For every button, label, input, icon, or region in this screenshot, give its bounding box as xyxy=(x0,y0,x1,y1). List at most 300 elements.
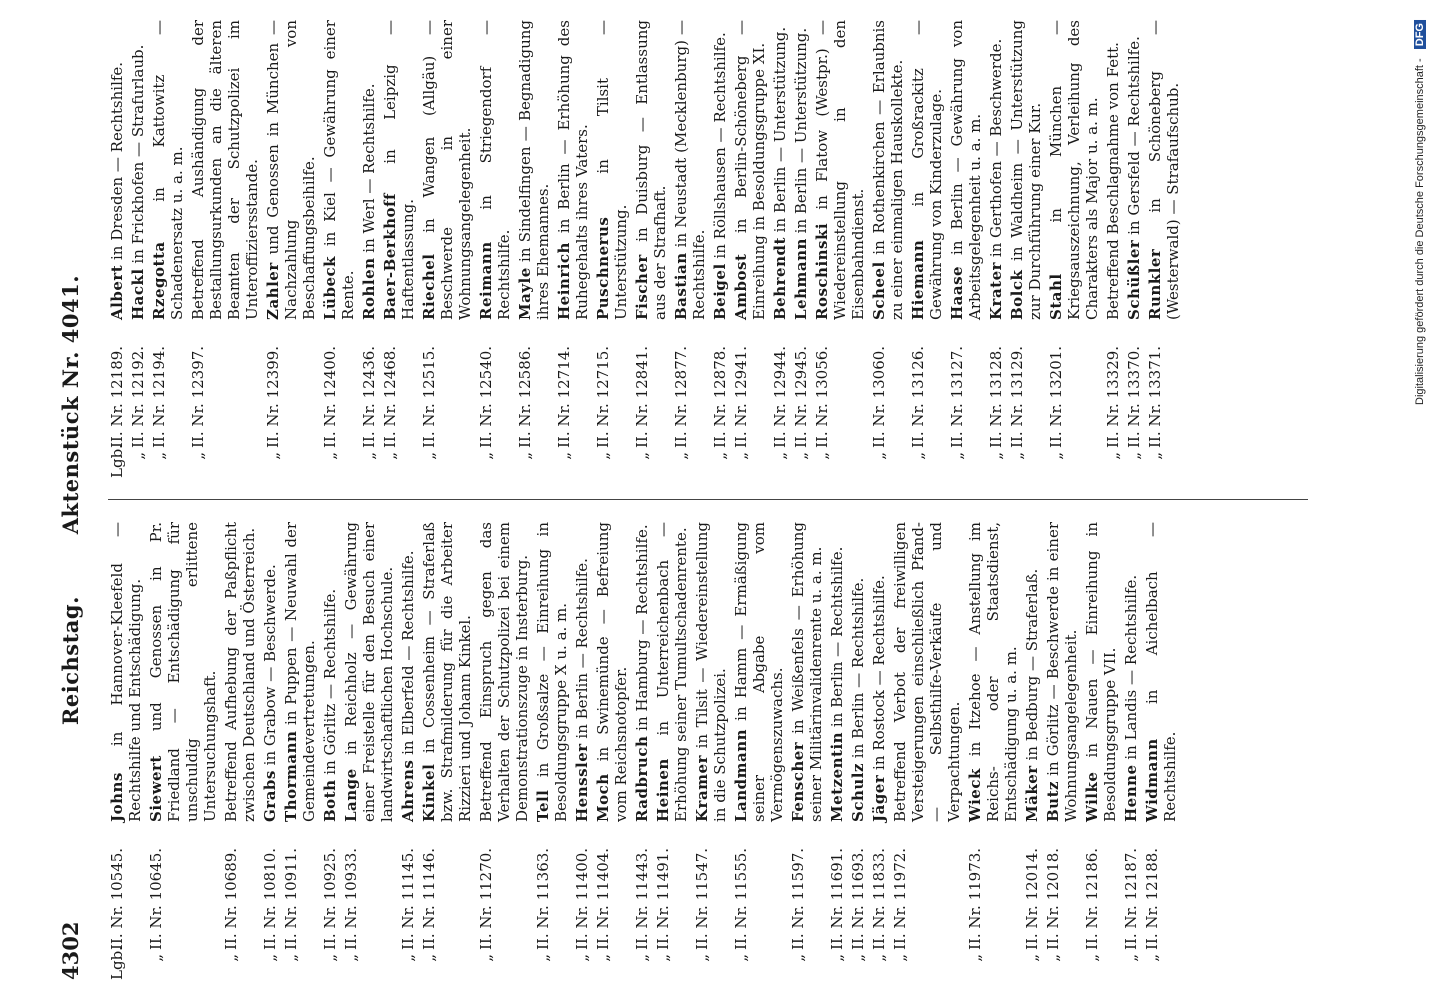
petition-entry xyxy=(732,20,768,478)
petition-entry xyxy=(1047,20,1101,478)
journal-prefix: „ xyxy=(129,452,147,460)
petition-entry xyxy=(477,20,513,478)
petitioner-name: Both xyxy=(321,779,339,822)
dfg-logo: DFG xyxy=(1414,20,1426,49)
journal-number: II. Nr. 11443. xyxy=(633,847,651,950)
petition-subject: in Nauen — Einreihung in Besoldungsgruppe VII. xyxy=(1083,522,1119,822)
petitioner-name: Rohlen xyxy=(360,257,378,320)
petition-subject: in Rothenkirchen — Erlaubnis zu einer einmaligen Hauskollekte. xyxy=(870,20,906,320)
petition-text xyxy=(282,522,318,822)
petition-entry xyxy=(987,20,1005,478)
petitioner-name: Kinkel xyxy=(420,763,438,822)
journal-prefix: „ xyxy=(321,452,339,460)
petition-subject: in Hamm — Ermäßigung seiner Abgabe vom Vermögenszuwachs. xyxy=(732,522,786,822)
journal-prefix: „ xyxy=(732,452,750,460)
petition-entry xyxy=(381,20,417,478)
journal-number: II. Nr. 11400. xyxy=(573,847,591,950)
journal-number: II. Nr. 13128. xyxy=(987,345,1005,448)
petition-text xyxy=(150,20,186,320)
journal-number: II. Nr. 12188. xyxy=(1143,847,1161,950)
journal-number: II. Nr. 11547. xyxy=(693,847,711,950)
petition-text xyxy=(420,522,474,822)
petition-subject: in Itzehoe — Anstellung im Reichs- oder Staatsdienst, Entschädigung u. a. m. xyxy=(966,522,1020,822)
petition-text xyxy=(594,20,630,320)
journal-prefix: „ xyxy=(672,452,690,460)
journal-prefix: „ xyxy=(360,452,378,460)
petition-text xyxy=(732,522,786,822)
petitioner-name: Haase xyxy=(948,265,966,320)
petition-text xyxy=(693,522,729,822)
journal-prefix: „ xyxy=(1008,452,1026,460)
petition-subject: und Genossen in München — Nachzahlung von Beschaffungsbeihilfe. xyxy=(264,20,318,320)
journal-number: II. Nr. 12399. xyxy=(264,345,282,448)
petition-subject: in Leipzig — Haftentlassung. xyxy=(381,20,417,320)
petition-text xyxy=(771,20,789,320)
journal-number: II. Nr. 13129. xyxy=(1008,345,1026,448)
petition-subject: in Reichholz — Gewährung einer Freistelle für den Besuch einer landwirtschaftlichen Hochschule. xyxy=(342,522,396,822)
journal-prefix: „ xyxy=(909,452,927,460)
petition-subject: Betreffend Aufhebung der Paßpflicht zwischen Deutschland und Österreich. xyxy=(222,522,258,822)
petition-entry xyxy=(1083,522,1119,980)
petition-entry xyxy=(633,522,651,980)
petitioner-name: Beigel xyxy=(711,263,729,320)
credit-text: Digitalisierung gefördert durch die Deutsche Forschungsgemeinschaft - xyxy=(1414,58,1426,405)
petition-subject: in Röllshausen — Rechtshilfe. xyxy=(711,32,729,259)
petitioner-name: Radbruch xyxy=(633,735,651,822)
petition-subject: in Berlin — Unterstützung. xyxy=(771,26,789,233)
page-number: 4302 xyxy=(58,921,83,980)
journal-number: II. Nr. 11973. xyxy=(966,847,984,950)
petition-entry xyxy=(1104,20,1122,478)
petition-subject: in Hamburg — Rechtshilfe. xyxy=(633,524,651,731)
journal-number: II. Nr. 10925. xyxy=(321,847,339,950)
running-head-title: Reichstag. xyxy=(58,596,83,726)
petition-subject: in Aichelbach — Rechtshilfe. xyxy=(1143,522,1179,822)
journal-prefix: „ xyxy=(813,452,831,460)
petition-subject: in Berlin-Schöneberg — Einreihung in Besoldungsgruppe XI. xyxy=(732,20,768,320)
petition-subject: in Elberfeld — Rechtshilfe. xyxy=(399,550,417,755)
petition-text xyxy=(987,20,1005,320)
petition-text xyxy=(477,522,531,822)
journal-prefix: „ xyxy=(711,452,729,460)
petitioner-name: Metzentin xyxy=(828,731,846,822)
petition-text xyxy=(1047,20,1101,320)
petition-subject: in Waldheim — Unterstützung zur Durchführung einer Kur. xyxy=(1008,20,1044,320)
petitioner-name: Ahrens xyxy=(399,759,417,822)
petition-subject: in Duisburg — Entlassung aus der Strafhaft. xyxy=(633,20,669,320)
petition-text xyxy=(108,20,126,320)
petition-text xyxy=(654,522,690,822)
petition-subject: in Berlin — Rechtshilfe. xyxy=(573,558,591,739)
journal-number: II. Nr. 13127. xyxy=(948,345,966,448)
petition-text xyxy=(264,20,318,320)
journal-number: II. Nr. 11555. xyxy=(732,847,750,950)
journal-number: II. Nr. 11270. xyxy=(477,847,495,950)
petitioner-name: Riechel xyxy=(420,253,438,320)
journal-prefix: „ xyxy=(789,954,807,962)
journal-prefix: „ xyxy=(534,954,552,962)
petition-entry xyxy=(849,522,867,980)
petition-entry xyxy=(948,20,984,478)
petition-text xyxy=(573,522,591,822)
petition-subject: in Werl — Rechtshilfe. xyxy=(360,83,378,253)
journal-number: II. Nr. 11363. xyxy=(534,847,552,950)
petition-text xyxy=(261,522,279,822)
petitioner-name: Henne xyxy=(1122,764,1140,822)
petition-subject: in Berlin — Rechtshilfe. xyxy=(828,546,846,728)
petition-entry xyxy=(108,522,144,980)
petition-entry xyxy=(909,20,945,478)
petition-subject: in Flatow (Westpr.) — Wiedereinstellung in den Eisenbahndienst. xyxy=(813,20,867,320)
petition-subject: in Görlitz — Rechtshilfe. xyxy=(321,588,339,775)
journal-prefix: „ xyxy=(693,954,711,962)
journal-number: II. Nr. 11145. xyxy=(399,847,417,950)
petition-text xyxy=(966,522,1020,822)
journal-prefix: „ xyxy=(1023,954,1041,962)
petition-subject: in Großrackitz — Gewährung von Kinderzulage. xyxy=(909,20,945,320)
petitioner-name: Wilke xyxy=(1083,771,1101,822)
petitioner-name: Fischer xyxy=(633,254,651,320)
journal-prefix: „ xyxy=(420,954,438,962)
journal-number: II. Nr. 13370. xyxy=(1125,345,1143,448)
petitioner-name: Siewert xyxy=(147,755,165,822)
petition-text xyxy=(342,522,396,822)
petition-text xyxy=(633,522,651,822)
petition-entry xyxy=(150,20,186,478)
petition-subject: in Tilsit — Wiedereinstellung in die Schutzpolizei. xyxy=(693,522,729,822)
petitioner-name: Stahl xyxy=(1047,273,1065,320)
journal-number: II. Nr. 10545. xyxy=(108,847,126,950)
petition-text xyxy=(891,522,963,822)
petition-subject: in Dresden — Rechtshilfe. xyxy=(108,61,126,261)
petitioner-name: Hiemann xyxy=(909,239,927,320)
journal-number: II. Nr. 12515. xyxy=(420,345,438,448)
petition-subject: in Schöneberg — (Westerwald) — Strafaufschub. xyxy=(1146,20,1182,320)
petition-entry xyxy=(261,522,279,980)
petition-subject: und Genossen in Pr. Friedland — Entschädigung für unschuldig erlittene Untersuchungshaft. xyxy=(147,522,219,822)
petition-entry xyxy=(1008,20,1044,478)
petitioner-name: Wieck xyxy=(966,768,984,822)
journal-number: II. Nr. 11972. xyxy=(891,847,909,950)
journal-number: II. Nr. 12941. xyxy=(732,345,750,448)
petition-text xyxy=(360,20,378,320)
running-head xyxy=(58,20,83,980)
journal-number: II. Nr. 10933. xyxy=(342,847,360,950)
rotated-page-content xyxy=(50,20,1330,980)
petition-text xyxy=(792,20,810,320)
petition-subject: in Cossenheim — Straferlaß bzw. Strafmilderung für die Arbeiter Rizzieri und Johann Kinkel. xyxy=(420,522,474,822)
petition-text xyxy=(1044,522,1080,822)
petition-subject: in Neustadt (Mecklenburg) — Rechtshilfe. xyxy=(672,20,708,320)
petitioner-name: Lehmann xyxy=(792,238,810,320)
petition-subject: in Unterreichenbach — Erhöhung seiner Tumultschadenrente. xyxy=(654,522,690,822)
petition-entry xyxy=(594,20,630,478)
petition-subject: in Sindelfingen — Begnadigung ihres Ehemannes. xyxy=(516,20,552,320)
petition-text xyxy=(1143,522,1179,822)
petition-entry xyxy=(1125,20,1143,478)
journal-number: II. Nr. 11597. xyxy=(789,847,807,950)
journal-number: II. Nr. 11146. xyxy=(420,847,438,950)
petition-subject: in Rostock — Rechtshilfe. xyxy=(870,575,888,770)
journal-number: II. Nr. 12540. xyxy=(477,345,495,448)
petitioner-name: Schüßler xyxy=(1125,239,1143,320)
petition-text xyxy=(711,20,729,320)
journal-prefix: „ xyxy=(573,954,591,962)
petitioner-name: Grabs xyxy=(261,770,279,822)
petition-subject: in Großsalze — Einreihung in Besoldungsgruppe X u. a. m. xyxy=(534,522,570,822)
petitioner-name: Reimann xyxy=(477,241,495,320)
petition-text xyxy=(813,20,867,320)
journal-prefix: „ xyxy=(870,954,888,962)
petitioner-name: Landmann xyxy=(732,728,750,822)
journal-prefix: „ xyxy=(987,452,1005,460)
journal-number: II. Nr. 12194. xyxy=(150,345,168,448)
petition-subject: in Berlin — Erhöhung des Ruhegehalts ihres Vaters. xyxy=(555,20,591,320)
petitioner-name: Lübeck xyxy=(321,255,339,320)
petition-text xyxy=(222,522,258,822)
journal-number: II. Nr. 12186. xyxy=(1083,847,1101,950)
journal-number: II. Nr. 12189. xyxy=(108,345,126,448)
petition-text xyxy=(321,522,339,822)
petitioner-name: Thormann xyxy=(282,730,300,822)
journal-number: II. Nr. 13329. xyxy=(1104,345,1122,448)
petition-entry xyxy=(555,20,591,478)
petition-entry xyxy=(321,20,357,478)
petition-text xyxy=(189,20,261,320)
petition-entry xyxy=(360,20,378,478)
petitioner-name: Scheel xyxy=(870,261,888,320)
journal-number: II. Nr. 10645. xyxy=(147,847,165,950)
petition-text xyxy=(147,522,219,822)
digitization-credit xyxy=(1408,12,1434,992)
journal-prefix: „ xyxy=(732,954,750,962)
left-column xyxy=(108,522,1182,980)
journal-prefix: „ xyxy=(1044,954,1062,962)
journal-prefix: „ xyxy=(1125,452,1143,460)
petition-entry xyxy=(672,20,708,478)
petition-text xyxy=(594,522,630,822)
journal-number: II. Nr. 10689. xyxy=(222,847,240,950)
petition-entry xyxy=(264,20,318,478)
journal-number: II. Nr. 12468. xyxy=(381,345,399,448)
page-header xyxy=(50,20,98,980)
petition-entry xyxy=(573,522,591,980)
petitioner-name: Heinrich xyxy=(555,242,573,320)
petition-text xyxy=(1083,522,1119,822)
petition-text xyxy=(948,20,984,320)
petition-entry xyxy=(633,20,669,478)
journal-prefix: „ xyxy=(420,452,438,460)
petition-subject: in Puppen — Neuwahl der Gemeindevertretungen. xyxy=(282,522,318,822)
journal-number: II. Nr. 12586. xyxy=(516,345,534,448)
petition-entry xyxy=(1122,522,1140,980)
petition-subject: in München — Kriegsauszeichnung, Verleihung des Charakters als Major u. a. m. xyxy=(1047,20,1101,320)
journal-prefix: „ xyxy=(828,954,846,962)
journal-prefix: Lgb. xyxy=(108,946,126,980)
petition-subject: Betreffend Verbot der freiwilligen Versteigerungen einschließlich Pfand- — Selbsthilfe-Verkäufe und Verpachtungen. xyxy=(891,522,963,822)
journal-number: II. Nr. 10911. xyxy=(282,847,300,950)
petition-text xyxy=(108,522,144,822)
petition-entry xyxy=(1023,522,1041,980)
petition-entry xyxy=(282,522,318,980)
journal-prefix: „ xyxy=(594,452,612,460)
journal-number: II. Nr. 13201. xyxy=(1047,345,1065,448)
petition-subject: in Wangen (Allgäu) — Beschwerde in einer Wohnungsangelegenheit. xyxy=(420,20,474,320)
petitioner-name: Heinen xyxy=(654,758,672,822)
petition-subject: in Landis — Rechtshilfe. xyxy=(1122,574,1140,760)
journal-prefix: „ xyxy=(594,954,612,962)
petition-text xyxy=(477,20,513,320)
petition-entry xyxy=(222,522,258,980)
petitioner-name: Schulz xyxy=(849,763,867,822)
journal-prefix: „ xyxy=(948,452,966,460)
journal-prefix: „ xyxy=(222,954,240,962)
petition-entry xyxy=(711,20,729,478)
petitioner-name: Ambost xyxy=(732,253,750,320)
journal-number: II. Nr. 11833. xyxy=(870,847,888,950)
petition-text xyxy=(849,522,867,822)
petition-entry xyxy=(966,522,1020,980)
petition-subject: Betreffend Einspruch gegen das Verhalten der Schutzpolizei bei einem Demonstrationszuge in Insterburg. xyxy=(477,522,531,822)
journal-prefix: „ xyxy=(147,954,165,962)
journal-prefix: „ xyxy=(150,452,168,460)
journal-prefix: Lgb. xyxy=(108,444,126,478)
journal-number: II. Nr. 12400. xyxy=(321,345,339,448)
petition-text xyxy=(1146,20,1182,320)
journal-number: II. Nr. 13126. xyxy=(909,345,927,448)
petition-entry xyxy=(321,522,339,980)
petition-text xyxy=(381,20,417,320)
journal-prefix: „ xyxy=(399,954,417,962)
journal-number: II. Nr. 11691. xyxy=(828,847,846,950)
petition-text xyxy=(534,522,570,822)
petition-subject: in Bedburg — Straferlaß. xyxy=(1023,568,1041,761)
petition-subject: in Kattowitz — Schadenersatz u. a. m. xyxy=(150,20,186,320)
journal-number: II. Nr. 12841. xyxy=(633,345,651,448)
petition-subject: in Berlin — Gewährung von Arbeitsgelegenheit u. a. m. xyxy=(948,20,984,320)
journal-number: II. Nr. 11693. xyxy=(849,847,867,950)
journal-prefix: „ xyxy=(792,452,810,460)
petition-text xyxy=(870,522,888,822)
journal-prefix: „ xyxy=(654,954,672,962)
petition-text xyxy=(555,20,591,320)
petition-text xyxy=(129,20,147,320)
journal-number: II. Nr. 13371. xyxy=(1146,345,1164,448)
petitioner-name: Mayle xyxy=(516,267,534,320)
journal-number: II. Nr. 12018. xyxy=(1044,847,1062,950)
journal-prefix: „ xyxy=(1143,954,1161,962)
journal-prefix: „ xyxy=(516,452,534,460)
petition-entry xyxy=(870,522,888,980)
petition-text xyxy=(909,20,945,320)
petitioner-name: Jäger xyxy=(870,774,888,822)
petitioner-name: Moch xyxy=(594,773,612,822)
petition-entry xyxy=(477,522,531,980)
journal-number: II. Nr. 12715. xyxy=(594,345,612,448)
petition-entry xyxy=(342,522,396,980)
petitioner-name: Henssler xyxy=(573,743,591,822)
journal-number: II. Nr. 12192. xyxy=(129,345,147,448)
petition-entry xyxy=(108,20,126,478)
journal-prefix: „ xyxy=(282,954,300,962)
petitioner-name: Mäker xyxy=(1023,765,1041,822)
petitioner-name: Johns xyxy=(108,772,126,822)
petition-entry xyxy=(189,20,261,478)
petition-text xyxy=(1104,20,1122,320)
petition-subject: in Gersfeld — Rechtshilfe. xyxy=(1125,36,1143,235)
petitioner-name: Kramer xyxy=(693,755,711,822)
column-divider xyxy=(108,499,1308,500)
petitioner-name: Krater xyxy=(987,261,1005,320)
petition-entry xyxy=(771,20,789,478)
petitioner-name: Fenscher xyxy=(789,741,807,822)
petitioner-name: Widmann xyxy=(1143,738,1161,822)
petition-subject: Betreffend Beschlagnahme von Fett. xyxy=(1104,42,1122,320)
journal-prefix: „ xyxy=(1083,954,1101,962)
petition-entry xyxy=(129,20,147,478)
petition-entry xyxy=(870,20,906,478)
petitioner-name: Albert xyxy=(108,264,126,320)
petition-entry xyxy=(654,522,690,980)
journal-prefix: „ xyxy=(771,452,789,460)
journal-number: II. Nr. 11491. xyxy=(654,847,672,950)
petition-entry xyxy=(420,20,474,478)
journal-prefix: „ xyxy=(261,954,279,962)
journal-number: II. Nr. 12014. xyxy=(1023,847,1041,950)
petition-text xyxy=(732,20,768,320)
petition-text xyxy=(828,522,846,822)
journal-number: II. Nr. 11404. xyxy=(594,847,612,950)
petitioner-name: Bastian xyxy=(672,252,690,320)
journal-number: II. Nr. 12714. xyxy=(555,345,573,448)
petition-text xyxy=(420,20,474,320)
petition-subject: Betreffend Aushändigung der Bestallungsurkunden an die älteren Beamten der Schutzpolizei im Unteroffiziersstande. xyxy=(189,20,261,320)
journal-prefix: „ xyxy=(1104,452,1122,460)
petition-text xyxy=(1023,522,1041,822)
journal-prefix: „ xyxy=(849,954,867,962)
journal-prefix: „ xyxy=(477,954,495,962)
petition-subject: in Gerthofen — Beschwerde. xyxy=(987,38,1005,258)
journal-prefix: „ xyxy=(264,452,282,460)
petition-subject: in Tilsit — Unterstützung. xyxy=(594,20,630,320)
journal-number: II. Nr. 12878. xyxy=(711,345,729,448)
journal-prefix: „ xyxy=(633,954,651,962)
petition-entry xyxy=(1146,20,1182,478)
journal-prefix: „ xyxy=(555,452,573,460)
journal-prefix: „ xyxy=(381,452,399,460)
petition-text xyxy=(633,20,669,320)
journal-number: II. Nr. 13060. xyxy=(870,345,888,448)
petition-subject: in Kiel — Gewährung einer Rente. xyxy=(321,20,357,320)
journal-number: II. Nr. 13056. xyxy=(813,345,831,448)
petition-subject: in Striegendorf — Rechtshilfe. xyxy=(477,20,513,320)
petitioner-name: Bolck xyxy=(1008,269,1026,320)
right-column xyxy=(108,20,1185,478)
petition-subject: in Weißenfels — Erhöhung seiner Militärinvalidenrente u. a. m. xyxy=(789,522,825,822)
journal-number: II. Nr. 12877. xyxy=(672,345,690,448)
petition-subject: in Hannover-Kleefeld — Rechtshilfe und Entschädigung. xyxy=(108,522,144,822)
petition-text xyxy=(1122,522,1140,822)
petitioner-name: Lange xyxy=(342,768,360,822)
petition-entry xyxy=(813,20,867,478)
petition-entry xyxy=(693,522,729,980)
petition-entry xyxy=(732,522,786,980)
journal-prefix: „ xyxy=(1122,954,1140,962)
petition-entry xyxy=(792,20,810,478)
petition-text xyxy=(672,20,708,320)
petition-text xyxy=(870,20,906,320)
journal-prefix: „ xyxy=(966,954,984,962)
